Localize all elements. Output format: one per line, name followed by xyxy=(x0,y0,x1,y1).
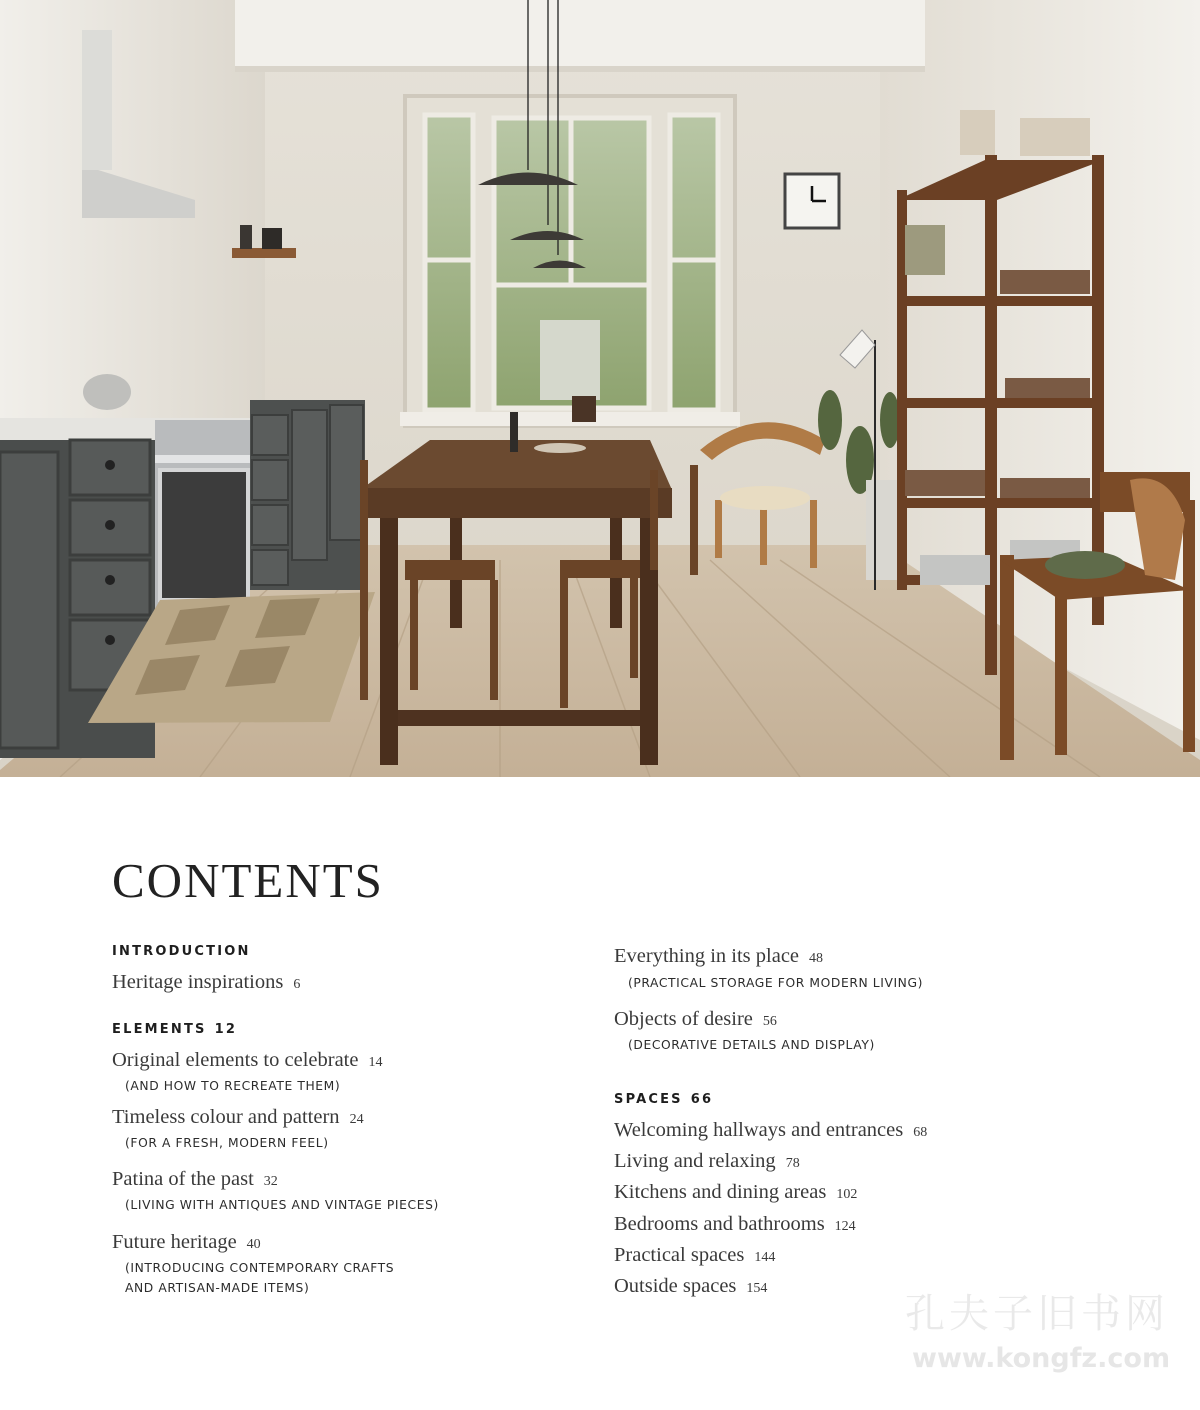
entry-title: Living and relaxing xyxy=(614,1150,776,1172)
entry-title: Practical spaces xyxy=(614,1244,745,1266)
toc-entry[interactable] xyxy=(614,1245,775,1266)
entry-page: 56 xyxy=(762,1014,777,1029)
toc-entry[interactable] xyxy=(614,1120,927,1141)
entry-page: 102 xyxy=(836,1187,858,1202)
toc-entry[interactable] xyxy=(112,1232,261,1253)
toc-entry[interactable] xyxy=(112,1169,278,1190)
toc-entry[interactable] xyxy=(614,946,823,967)
entry-title: Welcoming hallways and entrances xyxy=(614,1119,904,1141)
entry-subtitle: (AND HOW TO RECREATE THEM) xyxy=(125,1079,341,1093)
entry-page: 32 xyxy=(263,1174,278,1189)
entry-title: Heritage inspirations xyxy=(112,971,284,993)
heading-label: SPACES xyxy=(614,1092,683,1107)
toc-entry[interactable] xyxy=(112,1107,364,1128)
entry-title: Timeless colour and pattern xyxy=(112,1106,340,1128)
heading-label: ELEMENTS xyxy=(112,1022,207,1037)
toc-entry[interactable] xyxy=(614,1182,857,1203)
entry-page: 78 xyxy=(785,1156,800,1171)
entry-page: 154 xyxy=(746,1281,768,1296)
entry-page: 124 xyxy=(834,1219,856,1234)
entry-page: 68 xyxy=(913,1125,928,1140)
entry-title: Kitchens and dining areas xyxy=(614,1181,827,1203)
entry-title: Objects of desire xyxy=(614,1008,753,1030)
entry-page: 144 xyxy=(754,1250,776,1265)
entry-page: 24 xyxy=(349,1112,364,1127)
entry-title: Everything in its place xyxy=(614,945,800,967)
toc-entry[interactable] xyxy=(614,1276,767,1297)
toc-entry[interactable] xyxy=(112,972,300,993)
toc-entry[interactable] xyxy=(614,1214,856,1235)
entry-title: Patina of the past xyxy=(112,1168,254,1190)
watermark-text: 孔夫子旧书网 xyxy=(905,1291,1169,1337)
entry-subtitle: (LIVING WITH ANTIQUES AND VINTAGE PIECES) xyxy=(125,1198,439,1212)
toc-entry[interactable] xyxy=(614,1009,777,1030)
heading-page: 66 xyxy=(690,1092,714,1107)
entry-page: 48 xyxy=(809,951,824,966)
heading-label: INTRODUCTION xyxy=(112,944,251,959)
entry-page: 40 xyxy=(246,1237,261,1252)
toc-entry[interactable] xyxy=(614,1151,800,1172)
entry-title: Future heritage xyxy=(112,1231,237,1253)
entry-subtitle: AND ARTISAN-MADE ITEMS) xyxy=(125,1281,310,1295)
heading-page: 12 xyxy=(214,1022,238,1037)
toc-entry[interactable] xyxy=(112,1050,382,1071)
entry-subtitle: (FOR A FRESH, MODERN FEEL) xyxy=(125,1136,329,1150)
section-heading-spaces xyxy=(614,1093,713,1106)
entry-page: 14 xyxy=(368,1055,383,1070)
entry-title: Bedrooms and bathrooms xyxy=(614,1213,825,1235)
entry-subtitle: (DECORATIVE DETAILS AND DISPLAY) xyxy=(628,1038,875,1052)
entry-subtitle: (PRACTICAL STORAGE FOR MODERN LIVING) xyxy=(628,976,924,990)
entry-subtitle: (INTRODUCING CONTEMPORARY CRAFTS xyxy=(125,1261,395,1275)
section-heading-introduction xyxy=(112,945,251,958)
page-title: CONTENTS xyxy=(112,853,384,908)
entry-title: Original elements to celebrate xyxy=(112,1049,359,1071)
section-heading-elements xyxy=(112,1023,237,1036)
entry-title: Outside spaces xyxy=(614,1275,737,1297)
watermark-url: www.kongfz.com xyxy=(912,1343,1171,1374)
entry-page: 6 xyxy=(293,977,301,992)
